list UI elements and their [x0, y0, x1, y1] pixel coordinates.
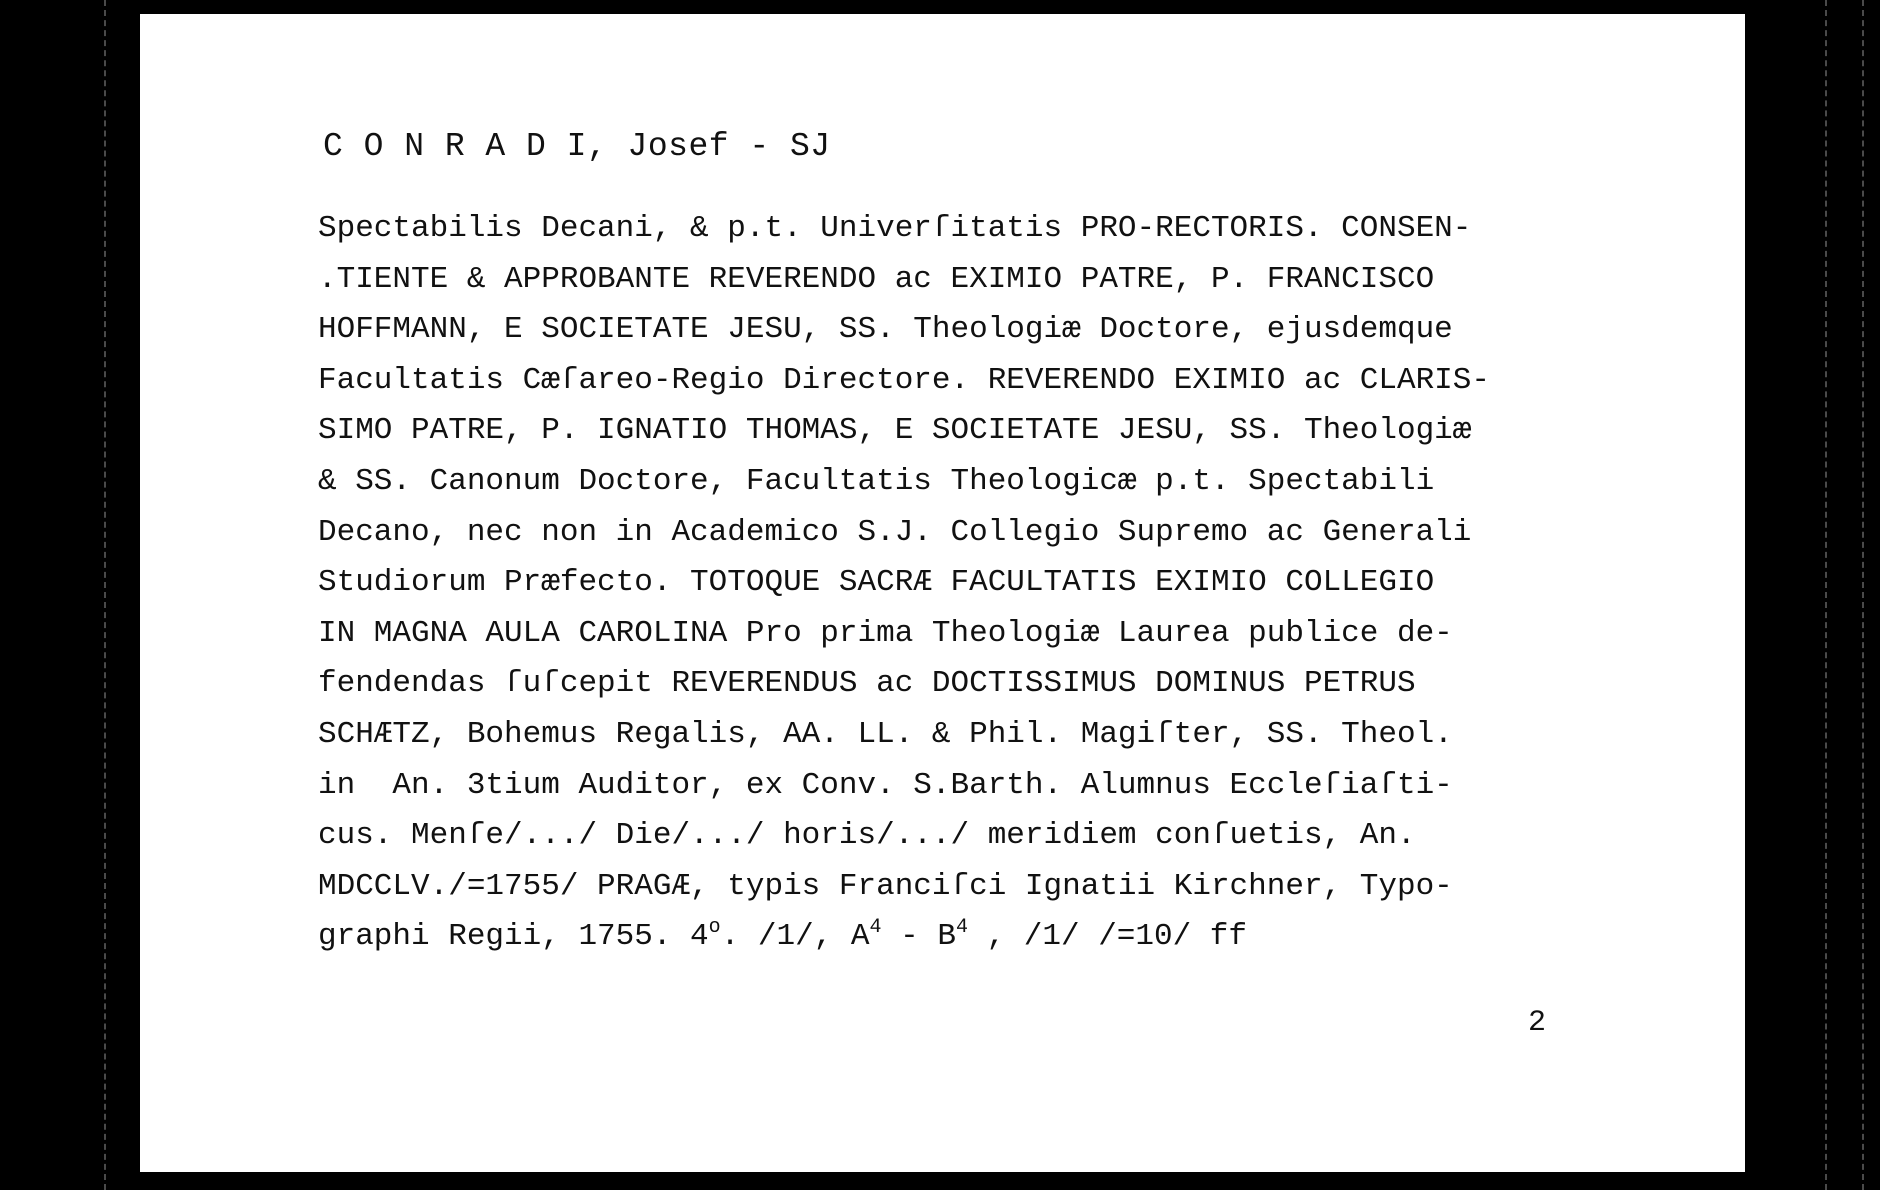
- body-line: Decano, nec non in Academico S.J. Collegio Supremo ac Generali: [318, 514, 1472, 550]
- body-line: fendendas ſuſcepit REVERENDUS ac DOCTISSIMUS DOMINUS PETRUS: [318, 666, 1416, 702]
- collation-text: . /1/, A: [720, 919, 870, 955]
- right-edge-line-outer: [1862, 0, 1864, 1190]
- body-line: HOFFMANN, E SOCIETATE JESU, SS. Theologiæ Doctore, ejusdemque: [318, 312, 1453, 348]
- body-line: .TIENTE & APPROBANTE REVERENDO ac EXIMIO PATRE, P. FRANCISCO: [318, 261, 1435, 297]
- collation-text: graphi Regii, 1755. 4: [318, 919, 709, 955]
- left-edge-line: [104, 0, 106, 1190]
- body-line: Studiorum Præfecto. TOTOQUE SACRÆ FACULTATIS EXIMIO COLLEGIO: [318, 565, 1435, 601]
- body-line: in An. 3tium Auditor, ex Conv. S.Barth. Alumnus Eccleſiaſti-: [318, 767, 1453, 803]
- collation-text: - B: [881, 919, 956, 955]
- body-line: IN MAGNA AULA CAROLINA Pro prima Theologiæ Laurea publice de-: [318, 615, 1453, 651]
- card-top-edge: [140, 14, 860, 20]
- body-line: SIMO PATRE, P. IGNATIO THOMAS, E SOCIETATE JESU, SS. Theologiæ: [318, 413, 1472, 449]
- page-number: 2: [1528, 1006, 1547, 1040]
- body-line: cus. Menſe/.../ Die/.../ horis/.../ meridiem conſuetis, An.: [318, 818, 1416, 854]
- card-body: [318, 204, 1618, 963]
- body-line: Facultatis Cæſareo-Regio Directore. REVERENDO EXIMIO ac CLARIS-: [318, 362, 1490, 398]
- body-line: MDCCLV./=1755/ PRAGÆ, typis Franciſci Ignatii Kirchner, Typo-: [318, 868, 1453, 904]
- card-heading: C O N R A D I, Josef - SJ: [323, 128, 831, 165]
- body-line-last: [318, 912, 1618, 963]
- degree-mark: o: [708, 916, 721, 940]
- body-line: & SS. Canonum Doctore, Facultatis Theologicæ p.t. Spectabili: [318, 463, 1435, 499]
- collation-text: , /1/ /=10/ ff: [967, 919, 1248, 955]
- body-line: SCHÆTZ, Bohemus Regalis, AA. LL. & Phil. Magiſter, SS. Theol.: [318, 716, 1453, 752]
- signature-superscript: 4: [869, 916, 882, 940]
- signature-superscript: 4: [955, 916, 968, 940]
- right-edge-line: [1825, 0, 1827, 1190]
- body-line: Spectabilis Decani, & p.t. Univerſitatis PRO-RECTORIS. CONSEN-: [318, 211, 1472, 246]
